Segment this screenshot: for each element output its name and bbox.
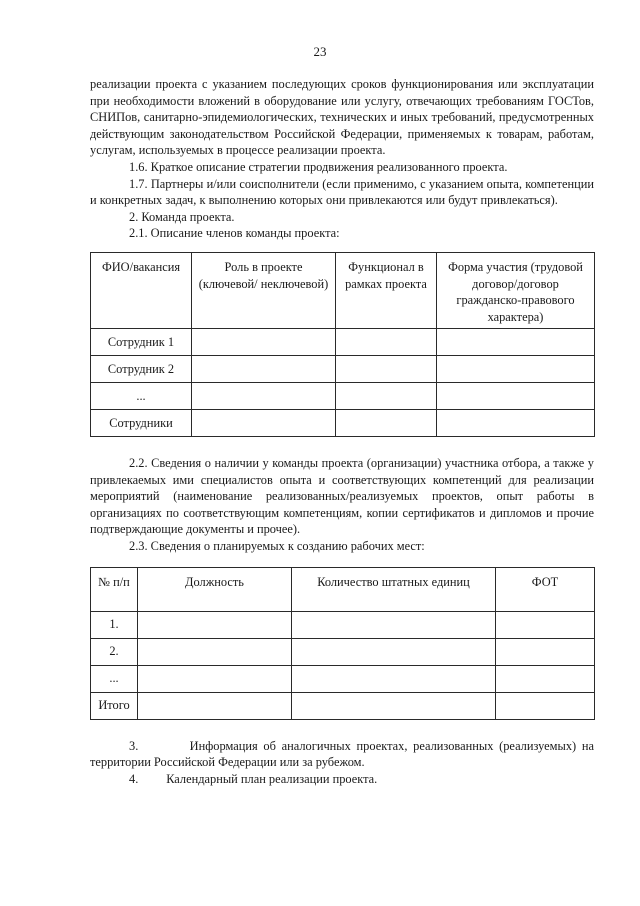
table-row (91, 382, 595, 409)
team-row-label: Сотрудник 1 (91, 328, 192, 355)
table-cell (192, 382, 336, 409)
jobs-table-header-payroll: ФОТ (496, 567, 595, 611)
paragraph-1-6: 1.6. Краткое описание стратегии продвижения реализованного проекта. (129, 159, 508, 174)
table-cell (292, 665, 496, 692)
paragraph-4-calendar (90, 771, 594, 788)
paragraph-4-text: Календарный план реализации проекта. (166, 771, 378, 786)
table-cell (496, 692, 595, 719)
paragraph-1-7: 1.7. Партнеры и/или соисполнители (если применимо, с указанием опыта, компетенции и конкретных задач, к выполнению которых они привлекаются или будут привлекаться). (90, 176, 594, 208)
table-cell (496, 665, 595, 692)
team-members-table (90, 252, 595, 437)
paragraph-project-implementation: реализации проекта с указанием последующих сроков функционирования или эксплуатации при необходимости вложений в оборудование или услугу, отвечающих требованиям ГОСТов, СНИПов, санитарно-эпидемиологических, технических и иных требований, предусмотренных действующим законодательством Российской Федерации, применяемых к товарам, работам, услугам, используемых в процессе реализации проекта. (90, 77, 594, 158)
table-cell (138, 665, 292, 692)
team-table-header-name: ФИО/вакансия (91, 252, 192, 328)
table-row (91, 611, 595, 638)
paragraph-3-text: Информация об аналогичных проектах, реализованных (реализуемых) на территории Российской Федерации или за рубежом. (90, 738, 594, 770)
paragraph-2-2: 2.2. Сведения о наличии у команды проекта (организации) участника отбора, а также у привлекаемых ими специалистов опыта и соответствующих компетенций для реализации мероприятий (наименование реализованных/реализуемых проектов, опыт работы в организациях по соответствующим компетенциям, копии сертификатов и дипломов и прочие подтверждающие документы и прочее). (90, 455, 594, 537)
jobs-row-label: 2. (91, 638, 138, 665)
paragraph-2-1: 2.1. Описание членов команды проекта: (129, 226, 340, 241)
paragraph-2-team: 2. Команда проекта. (129, 209, 235, 224)
table-row (91, 692, 595, 719)
team-table-header-function: Функционал в рамках проекта (336, 252, 437, 328)
table-cell (336, 409, 437, 436)
table-cell (192, 409, 336, 436)
paragraph-3-analogues (90, 738, 594, 771)
table-cell (496, 638, 595, 665)
page-number: 23 (313, 44, 327, 59)
team-table-header-form: Форма участия (трудовой договор/договор гражданско-правового характера) (437, 252, 595, 328)
jobs-row-label: 1. (91, 611, 138, 638)
jobs-row-label: Итого (91, 692, 138, 719)
team-table-header-role: Роль в проекте (ключевой/ неключевой) (192, 252, 336, 328)
document-body (90, 76, 594, 787)
paragraph-3-number: 3. (129, 738, 139, 753)
table-cell (437, 328, 595, 355)
jobs-table-header-count: Количество штатных единиц (292, 567, 496, 611)
table-cell (437, 382, 595, 409)
paragraph-4-number: 4. (129, 771, 139, 786)
table-row (91, 328, 595, 355)
table-row (91, 409, 595, 436)
table-cell (336, 382, 437, 409)
table-row (91, 638, 595, 665)
jobs-table-header-position: Должность (138, 567, 292, 611)
table-cell (138, 692, 292, 719)
team-row-label: ... (91, 382, 192, 409)
team-row-label: Сотрудники (91, 409, 192, 436)
jobs-table-header-number: № п/п (91, 567, 138, 611)
table-cell (138, 638, 292, 665)
table-cell (192, 355, 336, 382)
table-cell (336, 328, 437, 355)
table-cell (138, 611, 292, 638)
team-row-label: Сотрудник 2 (91, 355, 192, 382)
table-cell (292, 638, 496, 665)
table-cell (496, 611, 595, 638)
table-cell (292, 692, 496, 719)
table-row (91, 665, 595, 692)
table-cell (336, 355, 437, 382)
table-row (91, 355, 595, 382)
jobs-row-label: ... (91, 665, 138, 692)
jobs-table (90, 567, 595, 720)
table-cell (192, 328, 336, 355)
table-cell (292, 611, 496, 638)
table-cell (437, 355, 595, 382)
paragraph-2-3: 2.3. Сведения о планируемых к созданию рабочих мест: (129, 538, 425, 553)
table-cell (437, 409, 595, 436)
